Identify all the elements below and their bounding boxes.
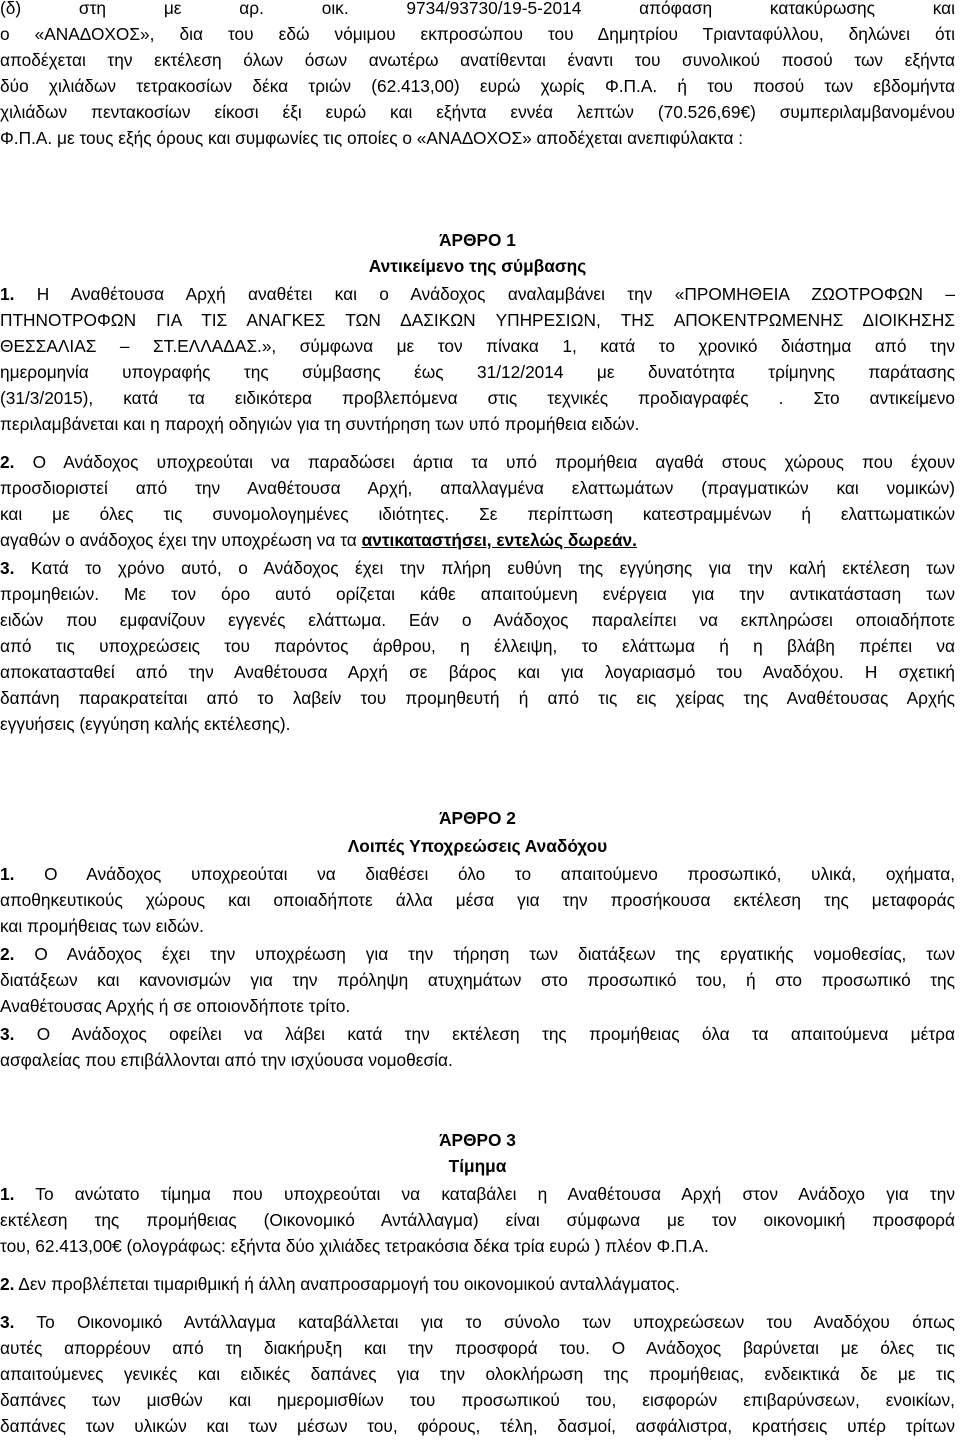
paragraph-line (0, 555, 955, 581)
article-3-title: Τίμημα (448, 1156, 507, 1176)
paragraph-text: Το ανώτατο τίμημα που υποχρεούται να καταβάλει η Αναθέτουσα Αρχή στον Ανάδοχο για την (14, 1184, 955, 1204)
paragraph-number: 1. (0, 864, 15, 884)
paragraph-line (0, 1271, 955, 1297)
paragraph-text: Ο Ανάδοχος οφείλει να λάβει κατά την εκτέλεση της προμήθειας όλα τα απαιτούμενα μέτρα (14, 1024, 955, 1044)
paragraph-line: αποκατασταθεί από την Αναθέτουσα Αρχή σε βάρος και για λογαριασμό του Αναδόχου. Η σχετική (0, 662, 955, 682)
paragraph-text: αγαθών ο ανάδοχος έχει την υποχρέωση να τα (0, 530, 362, 550)
paragraph-line: προσδιοριστεί από την Αναθέτουσα Αρχή, απαλλαγμένα ελαττωμάτων (πραγματικών και νομικών) (0, 478, 955, 498)
preamble-line: αποδέχεται την εκτέλεση όλων όσων ανωτέρω ανατίθενται έναντι του συνολικού ποσού των εξήντα (0, 50, 955, 70)
preamble-line: δύο χιλιάδων τετρακοσίων δέκα τριών (62.413,00) ευρώ χωρίς Φ.Π.Α. ή του ποσού των εβδομήντα (0, 76, 955, 96)
paragraph-line: δαπάνες των μισθών και ημερομισθίων του προσωπικού του, εισφορών επιβαρύνσεων, ενοικίων, (0, 1390, 955, 1410)
emphasis-text: αντικαταστήσει, εντελώς δωρεάν. (361, 530, 637, 550)
paragraph-line: από τις υποχρεώσεις του παρόντος άρθρου, η έλλειψη, το ελάττωμα ή η βλάβη πρέπει να (0, 636, 955, 656)
preamble-line: χιλιάδων πεντακοσίων είκοσι έξι ευρώ και εξήντα εννέα λεπτών (70.526,69€) συμπεριλαμβανομένου (0, 102, 955, 122)
paragraph-line: διατάξεων και κανονισμών για την πρόληψη ατυχημάτων στο προσωπικό του, ή στο προσωπικό της (0, 970, 955, 990)
paragraph-text: Το Οικονομικό Αντάλλαγμα καταβάλλεται για το σύνολο των υποχρεώσεων του Αναδόχου όπως (14, 1312, 955, 1332)
paragraph-line: (31/3/2015), κατά τα ειδικότερα προβλεπόμενα στις τεχνικές προδιαγραφές . Στο αντικείμενο (0, 388, 955, 408)
paragraph-line: εγγυήσεις (εγγύηση καλής εκτέλεσης). (0, 714, 291, 734)
paragraph-line (0, 1181, 955, 1207)
preamble-line: ο «ΑΝΑΔΟΧΟΣ», δια του εδώ νόμιμου εκπροσώπου του Δημητρίου Τριανταφύλλου, δηλώνει ότι (0, 24, 955, 44)
paragraph-line: ΠΤΗΝΟΤΡΟΦΩΝ ΓΙΑ ΤΙΣ ΑΝΑΓΚΕΣ ΤΩΝ ΔΑΣΙΚΩΝ ΥΠΗΡΕΣΙΩΝ, ΤΗΣ ΑΠΟΚΕΝΤΡΩΜΕΝΗΣ ΔΙΟΙΚΗΣΗΣ (0, 310, 955, 330)
paragraph-line: προμηθειών. Με τον όρο αυτό ορίζεται κάθε απαιτούμενη ενέργεια για την αντικατάσταση των (0, 584, 955, 604)
paragraph-line: ασφαλείας που επιβάλλονται από την ισχύουσα νομοθεσία. (0, 1050, 453, 1070)
paragraph-text: Δεν προβλέπεται τιμαριθμική ή άλλη αναπροσαρμογή του οικονομικού ανταλλάγματος. (14, 1274, 680, 1294)
paragraph-line: του, 62.413,00€ (ολογράφως: εξήντα δύο χιλιάδες τετρακόσια δέκα τρία ευρώ ) πλέον Φ.Π.Α. (0, 1236, 709, 1256)
paragraph-line: Αναθέτουσας Αρχής ή σε οποιονδήποτε τρίτο. (0, 996, 351, 1016)
paragraph-line: δαπάνες των υλικών και των μέσων του, φόρους, τέλη, δασμοί, ασφάλιστρα, κρατήσεις υπέρ τρίτων (0, 1416, 955, 1436)
preamble-line: (δ) στη με αρ. οικ. 9734/93730/19-5-2014 απόφαση κατακύρωσης και (0, 0, 955, 18)
paragraph-line: αυτές απορρέουν από τη διακήρυξη και την προσφορά του. Ο Ανάδοχος βαρύνεται με όλες τις (0, 1338, 955, 1358)
paragraph-text: Κατά το χρόνο αυτό, ο Ανάδοχος έχει την πλήρη ευθύνη της εγγύησης για την καλή εκτέλεση των (14, 558, 955, 578)
paragraph-number: 2. (0, 944, 15, 964)
paragraph-line (0, 941, 955, 967)
paragraph-line (0, 1021, 955, 1047)
paragraph-number: 1. (0, 284, 15, 304)
paragraph-text: Ο Ανάδοχος έχει την υποχρέωση για την τήρηση των διατάξεων της εργατικής νομοθεσίας, των (14, 944, 955, 964)
paragraph-line: αποθηκευτικούς χώρους και οποιαδήποτε άλλα μέσα για την προσήκουσα εκτέλεση της μεταφοράς (0, 890, 955, 910)
paragraph-number: 1. (0, 1184, 15, 1204)
paragraph-line: δαπάνη παρακρατείται από το λαβείν του προμηθευτή ή από τις εις χείρας της Αναθέτουσας Αρχής (0, 688, 955, 708)
paragraph-line: απαιτούμενες γενικές και ειδικές δαπάνες για την ολοκλήρωση της προμήθειας, ενδεικτικά δε με τις (0, 1364, 955, 1384)
paragraph-number: 3. (0, 1024, 15, 1044)
paragraph-line: ημερομηνία υπογραφής της σύμβασης έως 31/12/2014 με δυνατότητα τρίμηνης παράτασης (0, 362, 955, 382)
paragraph-number: 3. (0, 558, 15, 578)
paragraph-line: και με όλες τις συνομολογημένες ιδιότητες. Σε περίπτωση κατεστραμμένων ή ελαττωματικών (0, 504, 955, 524)
paragraph-number: 3. (0, 1312, 15, 1332)
paragraph-line: εκτέλεση της προμήθειας (Οικονομικό Αντάλλαγμα) είναι σύμφωνα με τον οικονομική προσφορά (0, 1210, 955, 1230)
paragraph-line: περιλαμβάνεται και η παροχή οδηγιών για τη συντήρηση των υπό προμήθεια ειδών. (0, 414, 640, 434)
paragraph-line (0, 281, 955, 307)
paragraph-text: Ο Ανάδοχος υποχρεούται να παραδώσει άρτια τα υπό προμήθεια αγαθά στους χώρους που έχουν (14, 452, 955, 472)
paragraph-number: 2. (0, 1274, 15, 1294)
article-2-title: Λοιπές Υποχρεώσεις Αναδόχου (347, 836, 608, 856)
paragraph-line: και προμήθειας των ειδών. (0, 916, 204, 936)
paragraph-line: ΘΕΣΣΑΛΙΑΣ – ΣΤ.ΕΛΛΑΔΑΣ.», σύμφωνα με τον πίνακα 1, κατά το χρονικό διάστημα από την (0, 336, 955, 356)
article-2-heading: ΆΡΘΡΟ 2 (439, 808, 516, 828)
paragraph-line (0, 527, 955, 553)
paragraph-text: Η Αναθέτουσα Αρχή αναθέτει και ο Ανάδοχος αναλαμβάνει την «ΠΡΟΜΗΘΕΙΑ ΖΩΟΤΡΟΦΩΝ – (14, 284, 955, 304)
paragraph-number: 2. (0, 452, 15, 472)
article-1-title: Αντικείμενο της σύμβασης (368, 256, 587, 276)
paragraph-line (0, 1309, 955, 1335)
paragraph-line: ειδών που εμφανίζουν εγγενές ελάττωμα. Εάν ο Ανάδοχος παραλείπει να εκπληρώσει οποιαδήποτε (0, 610, 955, 630)
preamble-line: Φ.Π.Α. με τους εξής όρους και συμφωνίες τις οποίες ο «ΑΝΑΔΟΧΟΣ» αποδέχεται ανεπιφύλακτα : (0, 128, 744, 148)
paragraph-line (0, 861, 955, 887)
paragraph-text: Ο Ανάδοχος υποχρεούται να διαθέσει όλο το απαιτούμενο προσωπικό, υλικά, οχήματα, (14, 864, 955, 884)
article-3-heading: ΆΡΘΡΟ 3 (439, 1130, 516, 1150)
paragraph-line (0, 449, 955, 475)
article-1-heading: ΆΡΘΡΟ 1 (439, 230, 516, 250)
